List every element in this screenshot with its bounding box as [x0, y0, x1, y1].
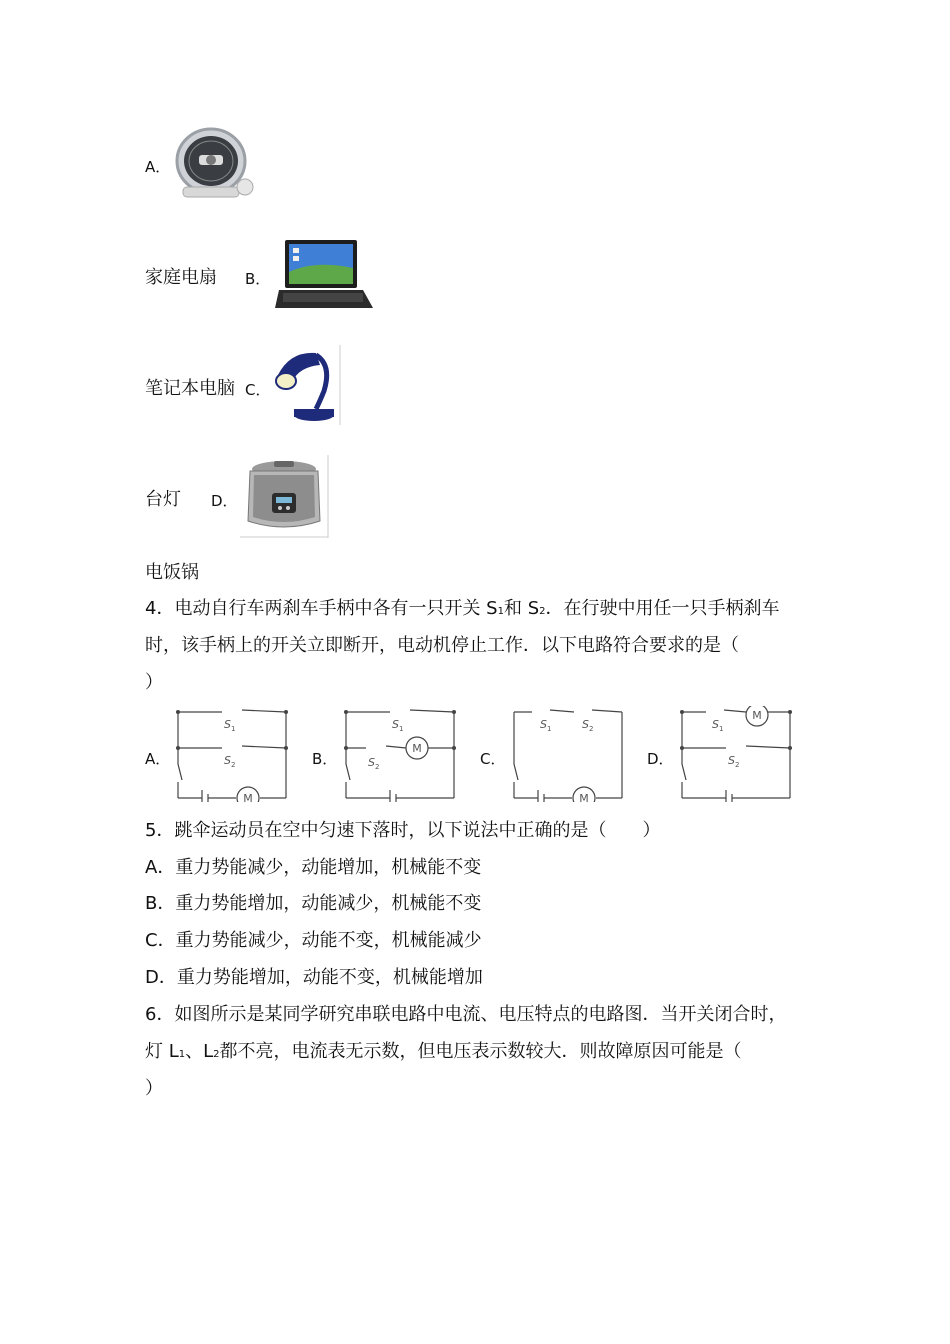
switch-label: S: [728, 754, 735, 767]
q6-line-2: 灯 L1、L2都不亮，电流表无示数，但电压表示数较大．则故障原因可能是（: [145, 1041, 742, 1062]
motor-label: M: [243, 792, 253, 802]
option-a-letter: A．: [145, 158, 171, 176]
q5-stem: 5．跳伞运动员在空中匀速下落时，以下说法中正确的是（ ）: [145, 820, 661, 841]
switch-label: S: [582, 718, 589, 731]
motor-label: M: [752, 709, 762, 722]
q6-line-1: 6．如图所示是某同学研究串联电路中电流、电压特点的电路图．当开关闭合时，: [145, 1004, 787, 1025]
switch-label: S: [224, 718, 231, 731]
switch-label-sub: 1: [547, 725, 552, 733]
switch-label-sub: 2: [375, 763, 380, 771]
motor-label: M: [579, 792, 589, 802]
switch-label-sub: 2: [589, 725, 594, 733]
option-a-caption: 家庭电扇: [145, 267, 217, 288]
q5-choice-d: D．重力势能增加，动能不变，机械能增加: [145, 967, 483, 988]
q4-line-2: 时，该手柄上的开关立即断开，电动机停止工作．以下电路符合要求的是（: [145, 635, 739, 656]
q4-line-1: 4．电动自行车两刹车手柄中各有一只开关 S1和 S2．在行驶中用任一只手柄刹车: [145, 598, 780, 619]
laptop-image: [275, 238, 373, 310]
switch-label: S: [224, 754, 231, 767]
option-c-caption: 台灯: [145, 489, 181, 510]
option-b-caption: 笔记本电脑: [145, 378, 235, 399]
switch-label: S: [392, 718, 399, 731]
option-b-letter: B．: [245, 270, 271, 288]
motor-label: M: [412, 742, 422, 755]
q6-line-3: ）: [145, 1078, 163, 1099]
q4-option-c: C．: [480, 750, 506, 768]
desk-lamp-image: [272, 345, 342, 425]
switch-label-sub: 2: [735, 761, 740, 769]
q5-choice-c: C．重力势能减少，动能不变，机械能减少: [145, 930, 482, 951]
circuit-b-diagram: [340, 706, 460, 802]
q4-option-b: B．: [312, 750, 338, 768]
switch-label: S: [540, 718, 547, 731]
switch-label-sub: 1: [719, 725, 724, 733]
q4-option-a: A．: [145, 750, 171, 768]
circuit-d-diagram: [676, 706, 796, 802]
circuit-a-diagram: [172, 706, 292, 802]
option-c-letter: C．: [245, 381, 271, 399]
q5-choice-a: A．重力势能减少，动能增加，机械能不变: [145, 857, 482, 878]
q5-choice-b: B．重力势能增加，动能减少，机械能不变: [145, 893, 482, 914]
circuit-c-diagram: [508, 706, 628, 802]
switch-label-sub: 2: [231, 761, 236, 769]
switch-label: S: [712, 718, 719, 731]
switch-label: S: [368, 756, 375, 769]
rice-cooker-image: [240, 455, 330, 538]
fan-image: [173, 125, 257, 200]
switch-label-sub: 1: [399, 725, 404, 733]
switch-label-sub: 1: [231, 725, 236, 733]
q4-option-d: D．: [647, 750, 674, 768]
q4-line-3: ）: [145, 672, 163, 693]
option-d-caption: 电饭锅: [145, 562, 199, 583]
option-d-letter: D．: [211, 492, 238, 510]
